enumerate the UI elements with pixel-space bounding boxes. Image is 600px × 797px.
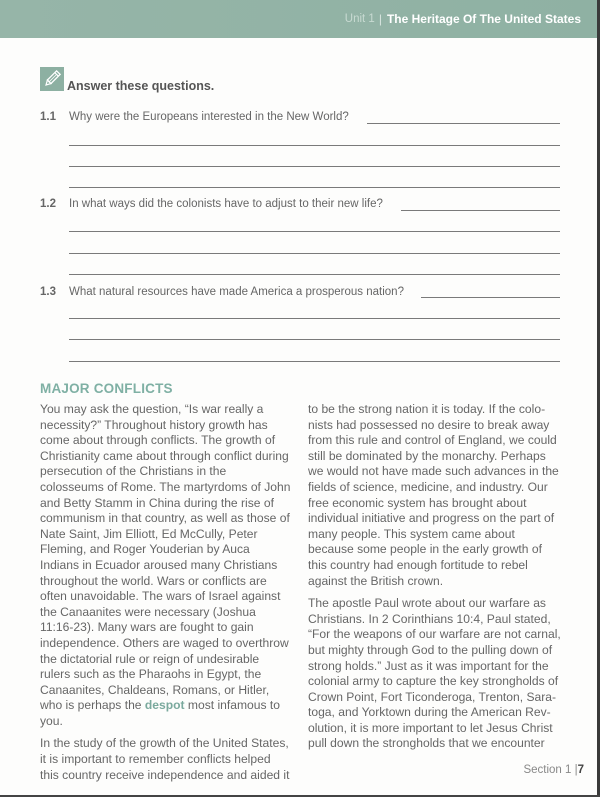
answer-line-1-3-b[interactable]	[69, 318, 560, 319]
unit-label: Unit 1	[344, 13, 375, 25]
answer-line-1-1-a[interactable]	[367, 123, 560, 124]
instructions	[40, 67, 214, 91]
text-column-left	[40, 402, 292, 790]
instructions-text: Answer these questions.	[67, 79, 215, 93]
answer-line-1-1-c[interactable]	[69, 166, 560, 167]
question-number: 1.3	[40, 286, 56, 298]
section-label: Section 1	[523, 764, 572, 776]
answer-line-1-1-b[interactable]	[69, 145, 560, 146]
answer-line-1-2-b[interactable]	[69, 231, 560, 232]
answer-line-1-3-d[interactable]	[69, 361, 560, 362]
text-column-right	[308, 402, 563, 759]
question-text: Why were the Europeans interested in the New World?	[69, 111, 349, 123]
paragraph: In the study of the growth of the United States, it is important to remember conflicts helped this country receive independence and aided it	[40, 736, 290, 782]
answer-line-1-3-c[interactable]	[69, 339, 560, 340]
paragraph-text: You may ask the question, “Is war really a necessity?” Throughout history growth has come about through conflicts. The growth of Christianity came about through conflict during persecution of the Christians in the colosseums of Rome. The martyrdoms of John and Betty Stamm in China during the rise of communism in that country, as well as those of Nate Saint, Jim Elliott, Ed McCully, Peter Fleming, and Roger Youderian by Auca Indians in Ecuador aroused many Christians throughout the world. Wars or conflicts are often unavoidable. The wars of Israel against the Canaanites were necessary (Joshua 11:16-23). Many wars are fought to gain independence. Others are waged to overthrow the dictatorial rule or reign of undesirable rulers such as the Pharaohs in Egypt, the Canaanites, Chaldeans, Romans, or Hitler, who is perhaps the	[40, 402, 291, 713]
paragraph	[40, 402, 292, 729]
answer-line-1-2-d[interactable]	[69, 274, 560, 275]
answer-line-1-1-d[interactable]	[69, 187, 560, 188]
paragraph-text: most infamous to you.	[40, 698, 280, 728]
vocabulary-word[interactable]: despot	[144, 698, 185, 713]
page-footer	[523, 764, 584, 776]
answer-line-1-2-c[interactable]	[69, 253, 560, 254]
section-heading: MAJOR CONFLICTS	[40, 381, 173, 396]
paragraph: to be the strong nation it is today. If the colonists had possessed no desire to break away from this rule and control of England, we could still be dominated by the monarchy. Perhaps we would not have made such advances in the fields of science, medicine, and industry. Our free economic system has brought about individual initiative and progress on the part of many people. This system came about because some people in the early growth of this country had enough fortitude to rebel against the British crown.	[308, 402, 559, 588]
page-number: 7	[577, 764, 584, 776]
header-separator: |	[378, 12, 382, 26]
question-text: In what ways did the colonists have to adjust to their new life?	[69, 198, 383, 210]
unit-header-bar	[0, 0, 597, 38]
answer-line-1-2-a[interactable]	[401, 210, 560, 211]
question-number: 1.2	[40, 198, 56, 210]
pencil-icon	[40, 67, 64, 91]
footer-separator: |	[574, 764, 578, 776]
unit-title: The Heritage Of The United States	[386, 12, 581, 26]
question-text: What natural resources have made America a prosperous nation?	[69, 286, 404, 298]
paragraph: The apostle Paul wrote about our warfare as Christians. In 2 Corinthians 10:4, Paul stated, “For the weapons of our warfare are not carnal, but mighty through God to the pulling down of strong holds.” Just as it was important for the colonial army to capture the key strongholds of Crown Point, Fort Ticonderoga, Trenton, Saratoga, and Yorktown during the American Revolution, it is more important to let Jesus Christ pull down the strongholds that we encounter	[308, 596, 561, 751]
answer-line-1-3-a[interactable]	[421, 297, 560, 298]
question-number: 1.1	[40, 111, 56, 123]
